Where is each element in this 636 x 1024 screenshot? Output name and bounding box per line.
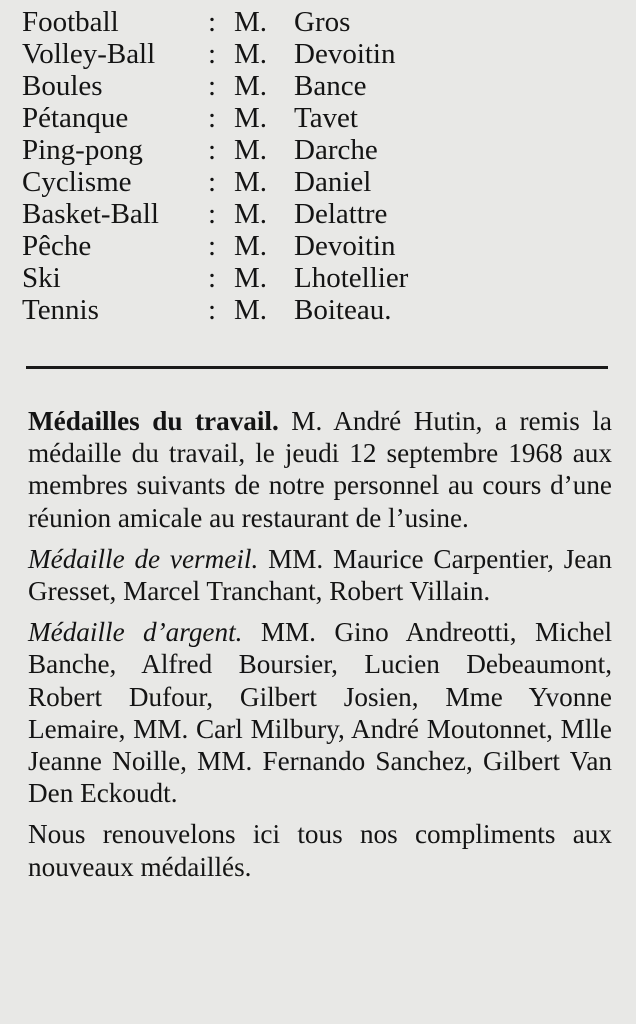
sport-name: Volley-Ball (22, 38, 156, 70)
section-divider (26, 366, 608, 369)
sport-name: Boules (22, 70, 103, 102)
sport-row (22, 134, 622, 166)
person-name: Daniel (294, 166, 372, 198)
intro-text: M. André Hutin, a remis la médaille du travail, le jeudi 12 septembre 1968 aux membres suivants de notre personnel au cours d’une réunion amicale au restaurant de l’usine. (28, 406, 612, 533)
person-title: M. (234, 262, 268, 294)
sport-name: Ping-pong (22, 134, 143, 166)
medals-article (28, 405, 612, 892)
argent-paragraph (28, 616, 612, 809)
person-title: M. (234, 166, 268, 198)
article-heading: Médailles du travail. (28, 406, 279, 436)
person-title: M. (234, 198, 268, 230)
sport-name: Basket-Ball (22, 198, 159, 230)
person-name: Devoitin (294, 230, 396, 262)
sport-name: Pétanque (22, 102, 129, 134)
separator-colon: : (208, 134, 217, 166)
intro-paragraph (28, 405, 612, 534)
person-name: Lhotellier (294, 262, 409, 294)
vermeil-recipients: MM. Maurice Carpentier, Jean Gresset, Marcel Tranchant, Robert Villain. (28, 543, 612, 607)
separator-colon: : (208, 70, 217, 102)
person-name: Tavet (294, 102, 358, 134)
person-name: Delattre (294, 198, 388, 230)
sport-name: Pêche (22, 230, 92, 262)
person-title: M. (234, 294, 268, 326)
sport-row (22, 262, 622, 294)
argent-recipients: MM. Gino Andreotti, Michel Banche, Alfred Boursier, Lucien Debeaumont, Robert Dufour, Gilbert Josien, Mme Yvonne Lemaire, MM. Carl Milbury, André Moutonnet, Mlle Jeanne Noille, MM. Fernando Sanchez, Gilbert Van Den Eckoudt. (28, 617, 612, 809)
separator-colon: : (208, 230, 217, 262)
separator-colon: : (208, 198, 217, 230)
sport-row (22, 70, 622, 102)
separator-colon: : (208, 38, 217, 70)
sport-row (22, 102, 622, 134)
person-name: Boiteau. (294, 294, 392, 326)
person-title: M. (234, 134, 268, 166)
separator-colon: : (208, 6, 217, 38)
sport-name: Cyclisme (22, 166, 132, 198)
person-name: Bance (294, 70, 367, 102)
vermeil-label: Médaille de vermeil. (28, 543, 259, 574)
vermeil-paragraph (28, 543, 612, 607)
sport-row (22, 294, 622, 326)
person-title: M. (234, 230, 268, 262)
person-title: M. (234, 38, 268, 70)
person-name: Devoitin (294, 38, 396, 70)
sport-row (22, 38, 622, 70)
argent-label: Médaille d’argent. (28, 617, 243, 648)
separator-colon: : (208, 102, 217, 134)
person-title: M. (234, 6, 268, 38)
person-name: Darche (294, 134, 378, 166)
sport-name: Tennis (22, 294, 99, 326)
sport-row (22, 198, 622, 230)
sport-row (22, 6, 622, 38)
person-title: M. (234, 102, 268, 134)
sport-row (22, 230, 622, 262)
person-title: M. (234, 70, 268, 102)
sport-name: Ski (22, 262, 61, 294)
separator-colon: : (208, 262, 217, 294)
sport-row (22, 166, 622, 198)
sport-name: Football (22, 6, 119, 38)
closing-paragraph: Nous renouvelons ici tous nos compliments aux nouveaux médaillés. (28, 819, 612, 882)
sports-responsibles-list (22, 6, 622, 326)
person-name: Gros (294, 6, 351, 38)
separator-colon: : (208, 166, 217, 198)
separator-colon: : (208, 294, 217, 326)
